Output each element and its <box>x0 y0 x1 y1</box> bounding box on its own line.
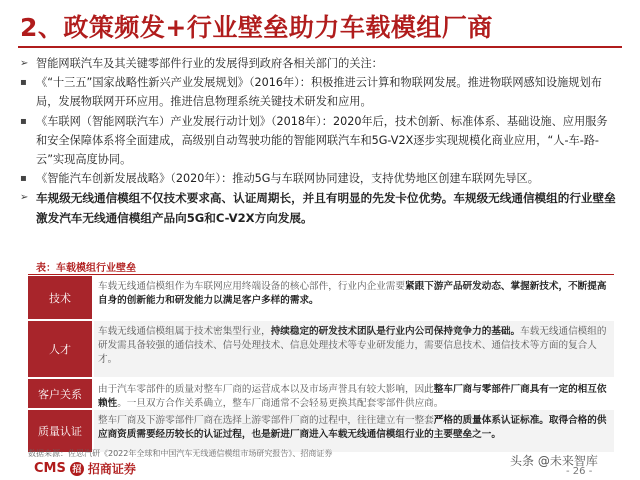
bullet-text: 智能网联汽车及其关键零部件行业的发展得到政府各相关部门的关注： <box>36 57 383 70</box>
table-row <box>28 321 614 379</box>
row-content <box>94 321 614 377</box>
row-text: 由于汽车零部件的质量对整车厂商的运营成本以及市场声誉具有较大影响，因此 <box>98 384 434 395</box>
logo-company-name: 招商证券 <box>87 462 136 476</box>
page-title: 2、政策频发+行业壁垒助力车载模组厂商 <box>20 13 493 42</box>
bullet-conclusion <box>18 188 618 228</box>
row-text: 车载无线通信模组的研发需具备较强的通信技术、信号处理技术、信息处理技术等专业研发能力，需要信息技术、通信技术等方面的复合人才。 <box>98 326 607 366</box>
logo-seal-icon: 招 <box>70 462 84 476</box>
row-text-emphasis: 持续稳定的研发技术团队是行业内公司保持竞争力的基础。 <box>270 326 521 337</box>
square-bullet-icon: ▪ <box>20 77 27 89</box>
logo-cms-text: CMS <box>34 461 66 476</box>
title-bar <box>0 0 640 52</box>
table-caption: 表：车载模组行业壁垒 <box>36 263 136 274</box>
row-text: 整车厂商及下游零部件厂商在选择上游零部件厂商的过程中，往往建立有一整套 <box>98 415 434 426</box>
bullet-policy-3 <box>18 169 618 188</box>
title-divider <box>18 46 622 48</box>
bullet-list <box>18 54 618 228</box>
row-text-emphasis: 严格的质量体系认证标准。取得合格的供应商资质需要经历较长的认证过程，也是新进厂商进入车载无线通信模组行业的主要壁垒之一。 <box>98 415 607 441</box>
row-text-emphasis: 整车厂商与零部件厂商具有一定的相互依赖性 <box>98 384 607 410</box>
table-row <box>28 276 614 321</box>
row-label: 技术 <box>28 276 92 319</box>
row-text-emphasis: 紧跟下游产品研发动态、掌握新技术，不断提高自身的创新能力和研发能力以满足客户多样的需求。 <box>98 281 607 307</box>
company-logo <box>34 460 136 477</box>
bullet-text: 车规级无线通信模组不仅技术要求高、认证周期长，并且有明显的先发卡位优势。车规级无线通信模组的行业壁垒激发汽车无线通信模组产品向5G和C-V2X方向发展。 <box>36 191 616 226</box>
bullet-intro <box>18 54 618 73</box>
bullet-policy-2 <box>18 112 618 170</box>
barrier-table <box>28 276 614 454</box>
page-number: - 26 - <box>566 466 593 477</box>
bullet-text: 《智能汽车创新发展战略》（2020年）：推动5G与车联网协同建设，支持优势地区创建车联网先导区。 <box>36 172 539 186</box>
row-text: 。一旦双方合作关系确立，整车厂商通常不会轻易更换其配套零部件供应商。 <box>117 398 444 410</box>
row-label: 客户关系 <box>28 379 92 408</box>
bullet-text: 《“十三五”国家战略性新兴产业发展规划》（2016年）：积极推进云计算和物联网发展。推进物联网感知设施规划布局，发展物联网开环应用。推进信息物理系统关键技术研发和应用。 <box>36 76 602 109</box>
row-text: 车载无线通信模组属于技术密集型行业， <box>98 326 271 337</box>
caption-divider <box>28 274 614 275</box>
arrow-bullet-icon: ➢ <box>20 192 29 204</box>
source-note: 数据来源：佐思汽研《2022年全球和中国汽车无线通信模组市场研究报告》、招商证券 <box>28 449 333 458</box>
table-row <box>28 379 614 410</box>
arrow-bullet-icon: ➢ <box>20 58 29 69</box>
watermark: 头条 @未来智库 <box>510 454 598 468</box>
row-label: 质量认证 <box>28 410 92 452</box>
row-label: 人才 <box>28 321 92 377</box>
bullet-text: 《车联网（智能网联汽车）产业发展行动计划》（2018年）：2020年后，技术创新、标准体系、基础设施、应用服务和安全保障体系将全面建成，高级别自动驾驶功能的智能网联汽车和5G-V2X逐步实现规模化商业应用，“人-车-路-云”实现高度协同。 <box>36 114 608 167</box>
bullet-policy-1 <box>18 73 618 111</box>
square-bullet-icon: ▪ <box>20 173 27 185</box>
square-bullet-icon: ▪ <box>20 115 27 127</box>
row-text: 车载无线通信模组作为车联网应用终端设备的核心部件，行业内企业需要 <box>98 281 405 292</box>
row-content <box>94 276 614 312</box>
row-content <box>94 410 614 452</box>
